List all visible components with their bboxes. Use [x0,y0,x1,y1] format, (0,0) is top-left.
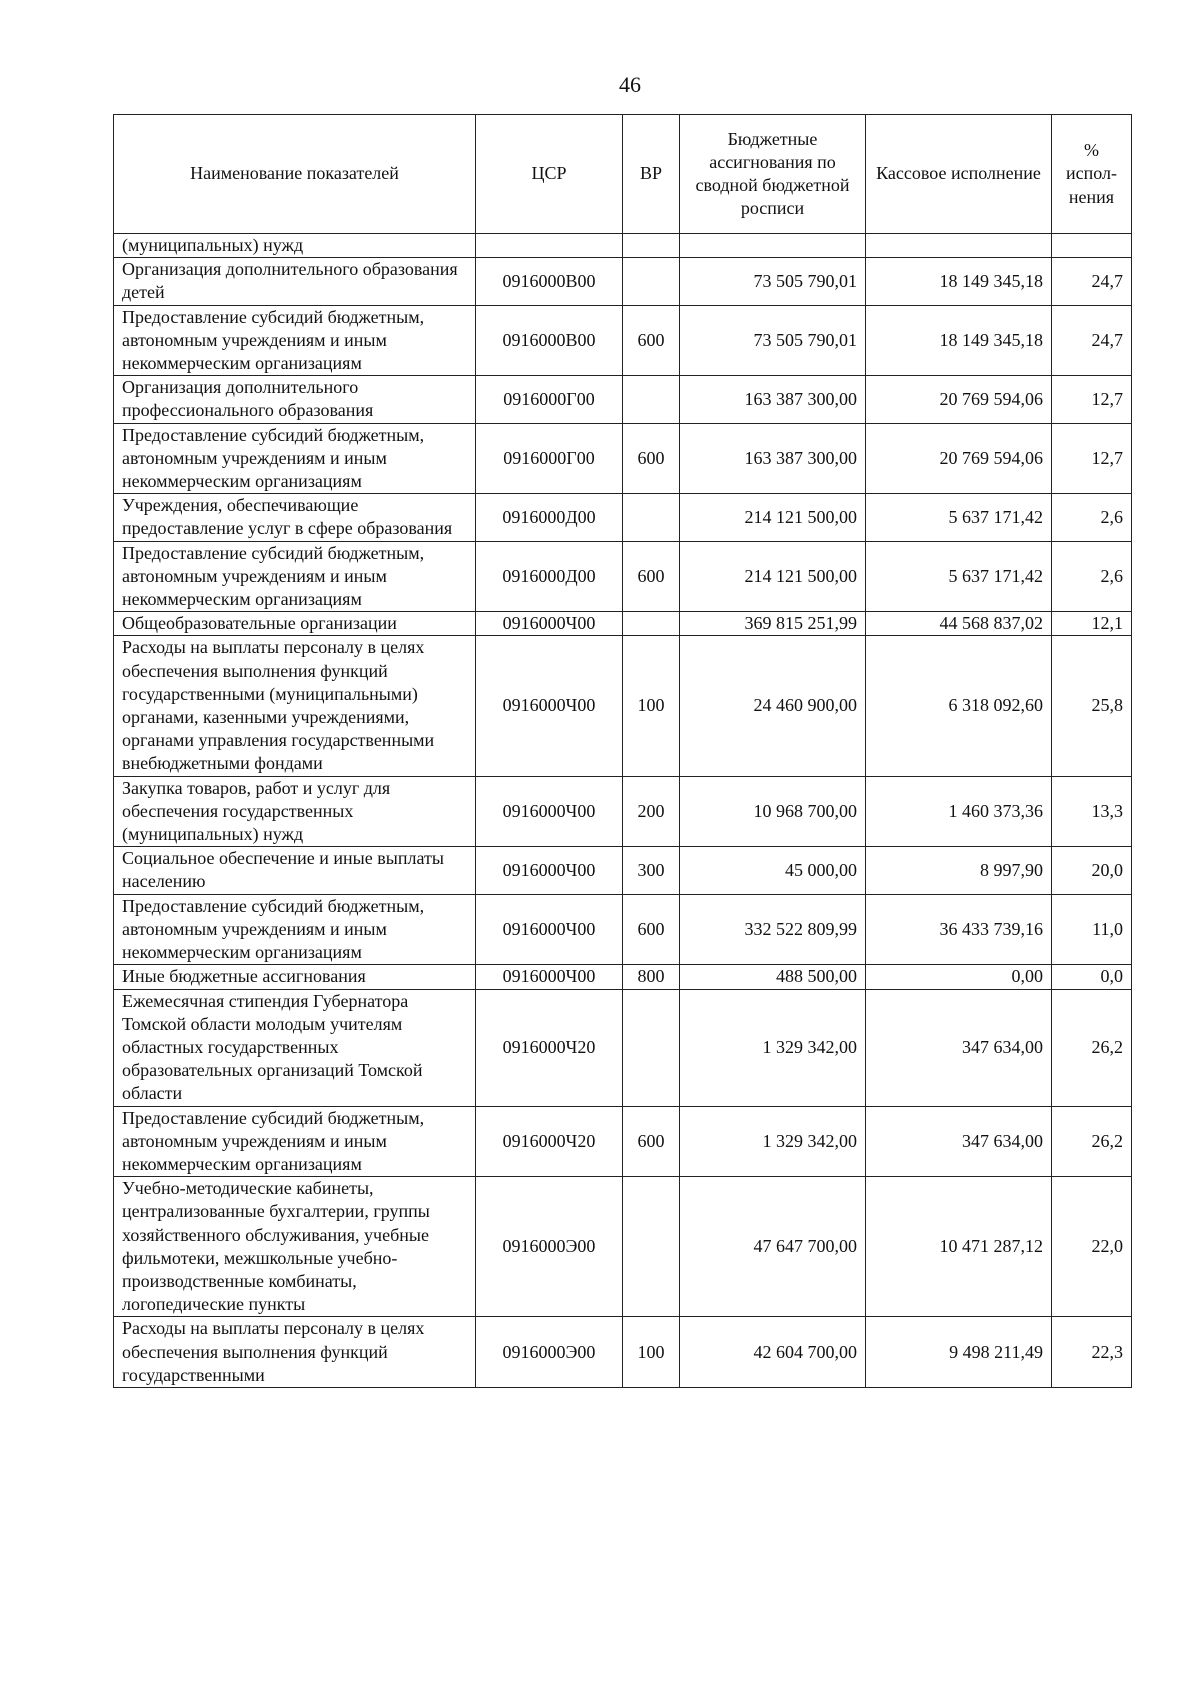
row-cash-cell: 5 637 171,42 [866,541,1052,612]
table-row [114,305,1132,376]
row-cash-cell: 9 498 211,49 [866,1317,1052,1388]
table-row [114,894,1132,965]
row-name-cell: Расходы на выплаты персоналу в целях обеспечения выполнения функций государственными (муниципальными) органами, казенными учреждениями, органами управления государственными внебюджетными фондами [114,636,476,776]
table-row [114,258,1132,305]
row-csr-cell: 0916000Ч00 [476,776,623,847]
table-row [114,989,1132,1106]
row-csr-cell: 0916000В00 [476,258,623,305]
row-cash-cell: 18 149 345,18 [866,305,1052,376]
table-row [114,1317,1132,1388]
row-budget-cell: 73 505 790,01 [680,305,866,376]
row-pct-cell: 24,7 [1052,305,1132,376]
row-vr-cell: 100 [623,1317,680,1388]
row-name-cell: Организация дополнительного профессионального образования [114,376,476,423]
row-vr-cell: 100 [623,636,680,776]
row-vr-cell: 600 [623,305,680,376]
row-pct-cell: 11,0 [1052,894,1132,965]
budget-execution-table [113,114,1132,1388]
row-cash-cell: 5 637 171,42 [866,494,1052,541]
row-pct-cell: 24,7 [1052,258,1132,305]
table-row [114,612,1132,636]
row-budget-cell: 42 604 700,00 [680,1317,866,1388]
row-vr-cell: 600 [623,1106,680,1177]
row-budget-cell [680,234,866,258]
row-pct-cell: 13,3 [1052,776,1132,847]
row-budget-cell: 73 505 790,01 [680,258,866,305]
row-cash-cell: 0,00 [866,965,1052,989]
row-vr-cell: 800 [623,965,680,989]
row-pct-cell: 12,7 [1052,423,1132,494]
row-csr-cell: 0916000Э00 [476,1317,623,1388]
row-vr-cell [623,989,680,1106]
table-row [114,1177,1132,1317]
row-vr-cell [623,494,680,541]
table-row [114,494,1132,541]
row-name-cell: (муниципальных) нужд [114,234,476,258]
header-budget: Бюджетные ассигнования по сводной бюджетной росписи [680,115,866,234]
table-body [114,234,1132,1388]
row-pct-cell: 22,3 [1052,1317,1132,1388]
table-row [114,541,1132,612]
row-csr-cell: 0916000Ч20 [476,1106,623,1177]
row-pct-cell: 2,6 [1052,541,1132,612]
row-name-cell: Предоставление субсидий бюджетным, автономным учреждениям и иным некоммерческим организациям [114,1106,476,1177]
row-cash-cell: 20 769 594,06 [866,423,1052,494]
row-name-cell: Предоставление субсидий бюджетным, автономным учреждениям и иным некоммерческим организациям [114,541,476,612]
row-csr-cell: 0916000Ч00 [476,965,623,989]
row-vr-cell: 600 [623,541,680,612]
table-header [114,115,1132,234]
row-pct-cell: 26,2 [1052,1106,1132,1177]
row-name-cell: Социальное обеспечение и иные выплаты населению [114,847,476,894]
row-cash-cell: 36 433 739,16 [866,894,1052,965]
row-cash-cell: 1 460 373,36 [866,776,1052,847]
row-csr-cell: 0916000Г00 [476,423,623,494]
row-vr-cell: 600 [623,423,680,494]
row-budget-cell: 47 647 700,00 [680,1177,866,1317]
row-cash-cell: 44 568 837,02 [866,612,1052,636]
row-name-cell: Предоставление субсидий бюджетным, автономным учреждениям и иным некоммерческим организациям [114,423,476,494]
row-vr-cell [623,258,680,305]
row-vr-cell [623,612,680,636]
header-pct: % испол-нения [1052,115,1132,234]
table-row [114,776,1132,847]
row-name-cell: Закупка товаров, работ и услуг для обеспечения государственных (муниципальных) нужд [114,776,476,847]
row-vr-cell [623,1177,680,1317]
row-csr-cell: 0916000Ч00 [476,612,623,636]
row-name-cell: Расходы на выплаты персоналу в целях обеспечения выполнения функций государственными [114,1317,476,1388]
row-csr-cell: 0916000Д00 [476,541,623,612]
row-csr-cell: 0916000В00 [476,305,623,376]
row-name-cell: Учебно-методические кабинеты, централизованные бухгалтерии, группы хозяйственного обслуживания, учебные фильмотеки, межшкольные учебно-производственные комбинаты, логопедические пункты [114,1177,476,1317]
row-csr-cell [476,234,623,258]
page-number: 46 [619,72,641,97]
row-pct-cell: 2,6 [1052,494,1132,541]
row-csr-cell: 0916000Ч20 [476,989,623,1106]
row-cash-cell: 10 471 287,12 [866,1177,1052,1317]
row-cash-cell: 20 769 594,06 [866,376,1052,423]
header-csr: ЦСР [476,115,623,234]
table-row [114,636,1132,776]
row-csr-cell: 0916000Д00 [476,494,623,541]
row-cash-cell: 18 149 345,18 [866,258,1052,305]
row-cash-cell: 347 634,00 [866,1106,1052,1177]
row-csr-cell: 0916000Э00 [476,1177,623,1317]
table-row [114,423,1132,494]
table-row [114,1106,1132,1177]
row-name-cell: Учреждения, обеспечивающие предоставление услуг в сфере образования [114,494,476,541]
row-budget-cell: 332 522 809,99 [680,894,866,965]
row-budget-cell: 1 329 342,00 [680,1106,866,1177]
row-budget-cell: 1 329 342,00 [680,989,866,1106]
row-csr-cell: 0916000Г00 [476,376,623,423]
row-budget-cell: 369 815 251,99 [680,612,866,636]
row-budget-cell: 163 387 300,00 [680,376,866,423]
table-row [114,847,1132,894]
row-budget-cell: 10 968 700,00 [680,776,866,847]
row-vr-cell [623,376,680,423]
row-vr-cell: 200 [623,776,680,847]
row-vr-cell: 300 [623,847,680,894]
header-cash: Кассовое исполнение [866,115,1052,234]
header-vr: ВР [623,115,680,234]
row-pct-cell: 25,8 [1052,636,1132,776]
row-name-cell: Организация дополнительного образования детей [114,258,476,305]
row-budget-cell: 214 121 500,00 [680,494,866,541]
row-pct-cell: 22,0 [1052,1177,1132,1317]
row-csr-cell: 0916000Ч00 [476,894,623,965]
row-pct-cell: 12,7 [1052,376,1132,423]
row-csr-cell: 0916000Ч00 [476,636,623,776]
table-row [114,376,1132,423]
row-vr-cell [623,234,680,258]
row-budget-cell: 488 500,00 [680,965,866,989]
row-name-cell: Предоставление субсидий бюджетным, автономным учреждениям и иным некоммерческим организациям [114,894,476,965]
row-name-cell: Иные бюджетные ассигнования [114,965,476,989]
row-pct-cell: 0,0 [1052,965,1132,989]
row-budget-cell: 24 460 900,00 [680,636,866,776]
table-row [114,965,1132,989]
row-cash-cell [866,234,1052,258]
row-pct-cell [1052,234,1132,258]
row-budget-cell: 214 121 500,00 [680,541,866,612]
row-pct-cell: 20,0 [1052,847,1132,894]
row-name-cell: Предоставление субсидий бюджетным, автономным учреждениям и иным некоммерческим организациям [114,305,476,376]
row-name-cell: Общеобразовательные организации [114,612,476,636]
table-row [114,234,1132,258]
row-csr-cell: 0916000Ч00 [476,847,623,894]
row-cash-cell: 8 997,90 [866,847,1052,894]
row-budget-cell: 163 387 300,00 [680,423,866,494]
row-vr-cell: 600 [623,894,680,965]
row-cash-cell: 6 318 092,60 [866,636,1052,776]
row-budget-cell: 45 000,00 [680,847,866,894]
row-name-cell: Ежемесячная стипендия Губернатора Томской области молодым учителям областных государственных образовательных организаций Томской области [114,989,476,1106]
row-cash-cell: 347 634,00 [866,989,1052,1106]
row-pct-cell: 26,2 [1052,989,1132,1106]
header-name: Наименование показателей [114,115,476,234]
row-pct-cell: 12,1 [1052,612,1132,636]
